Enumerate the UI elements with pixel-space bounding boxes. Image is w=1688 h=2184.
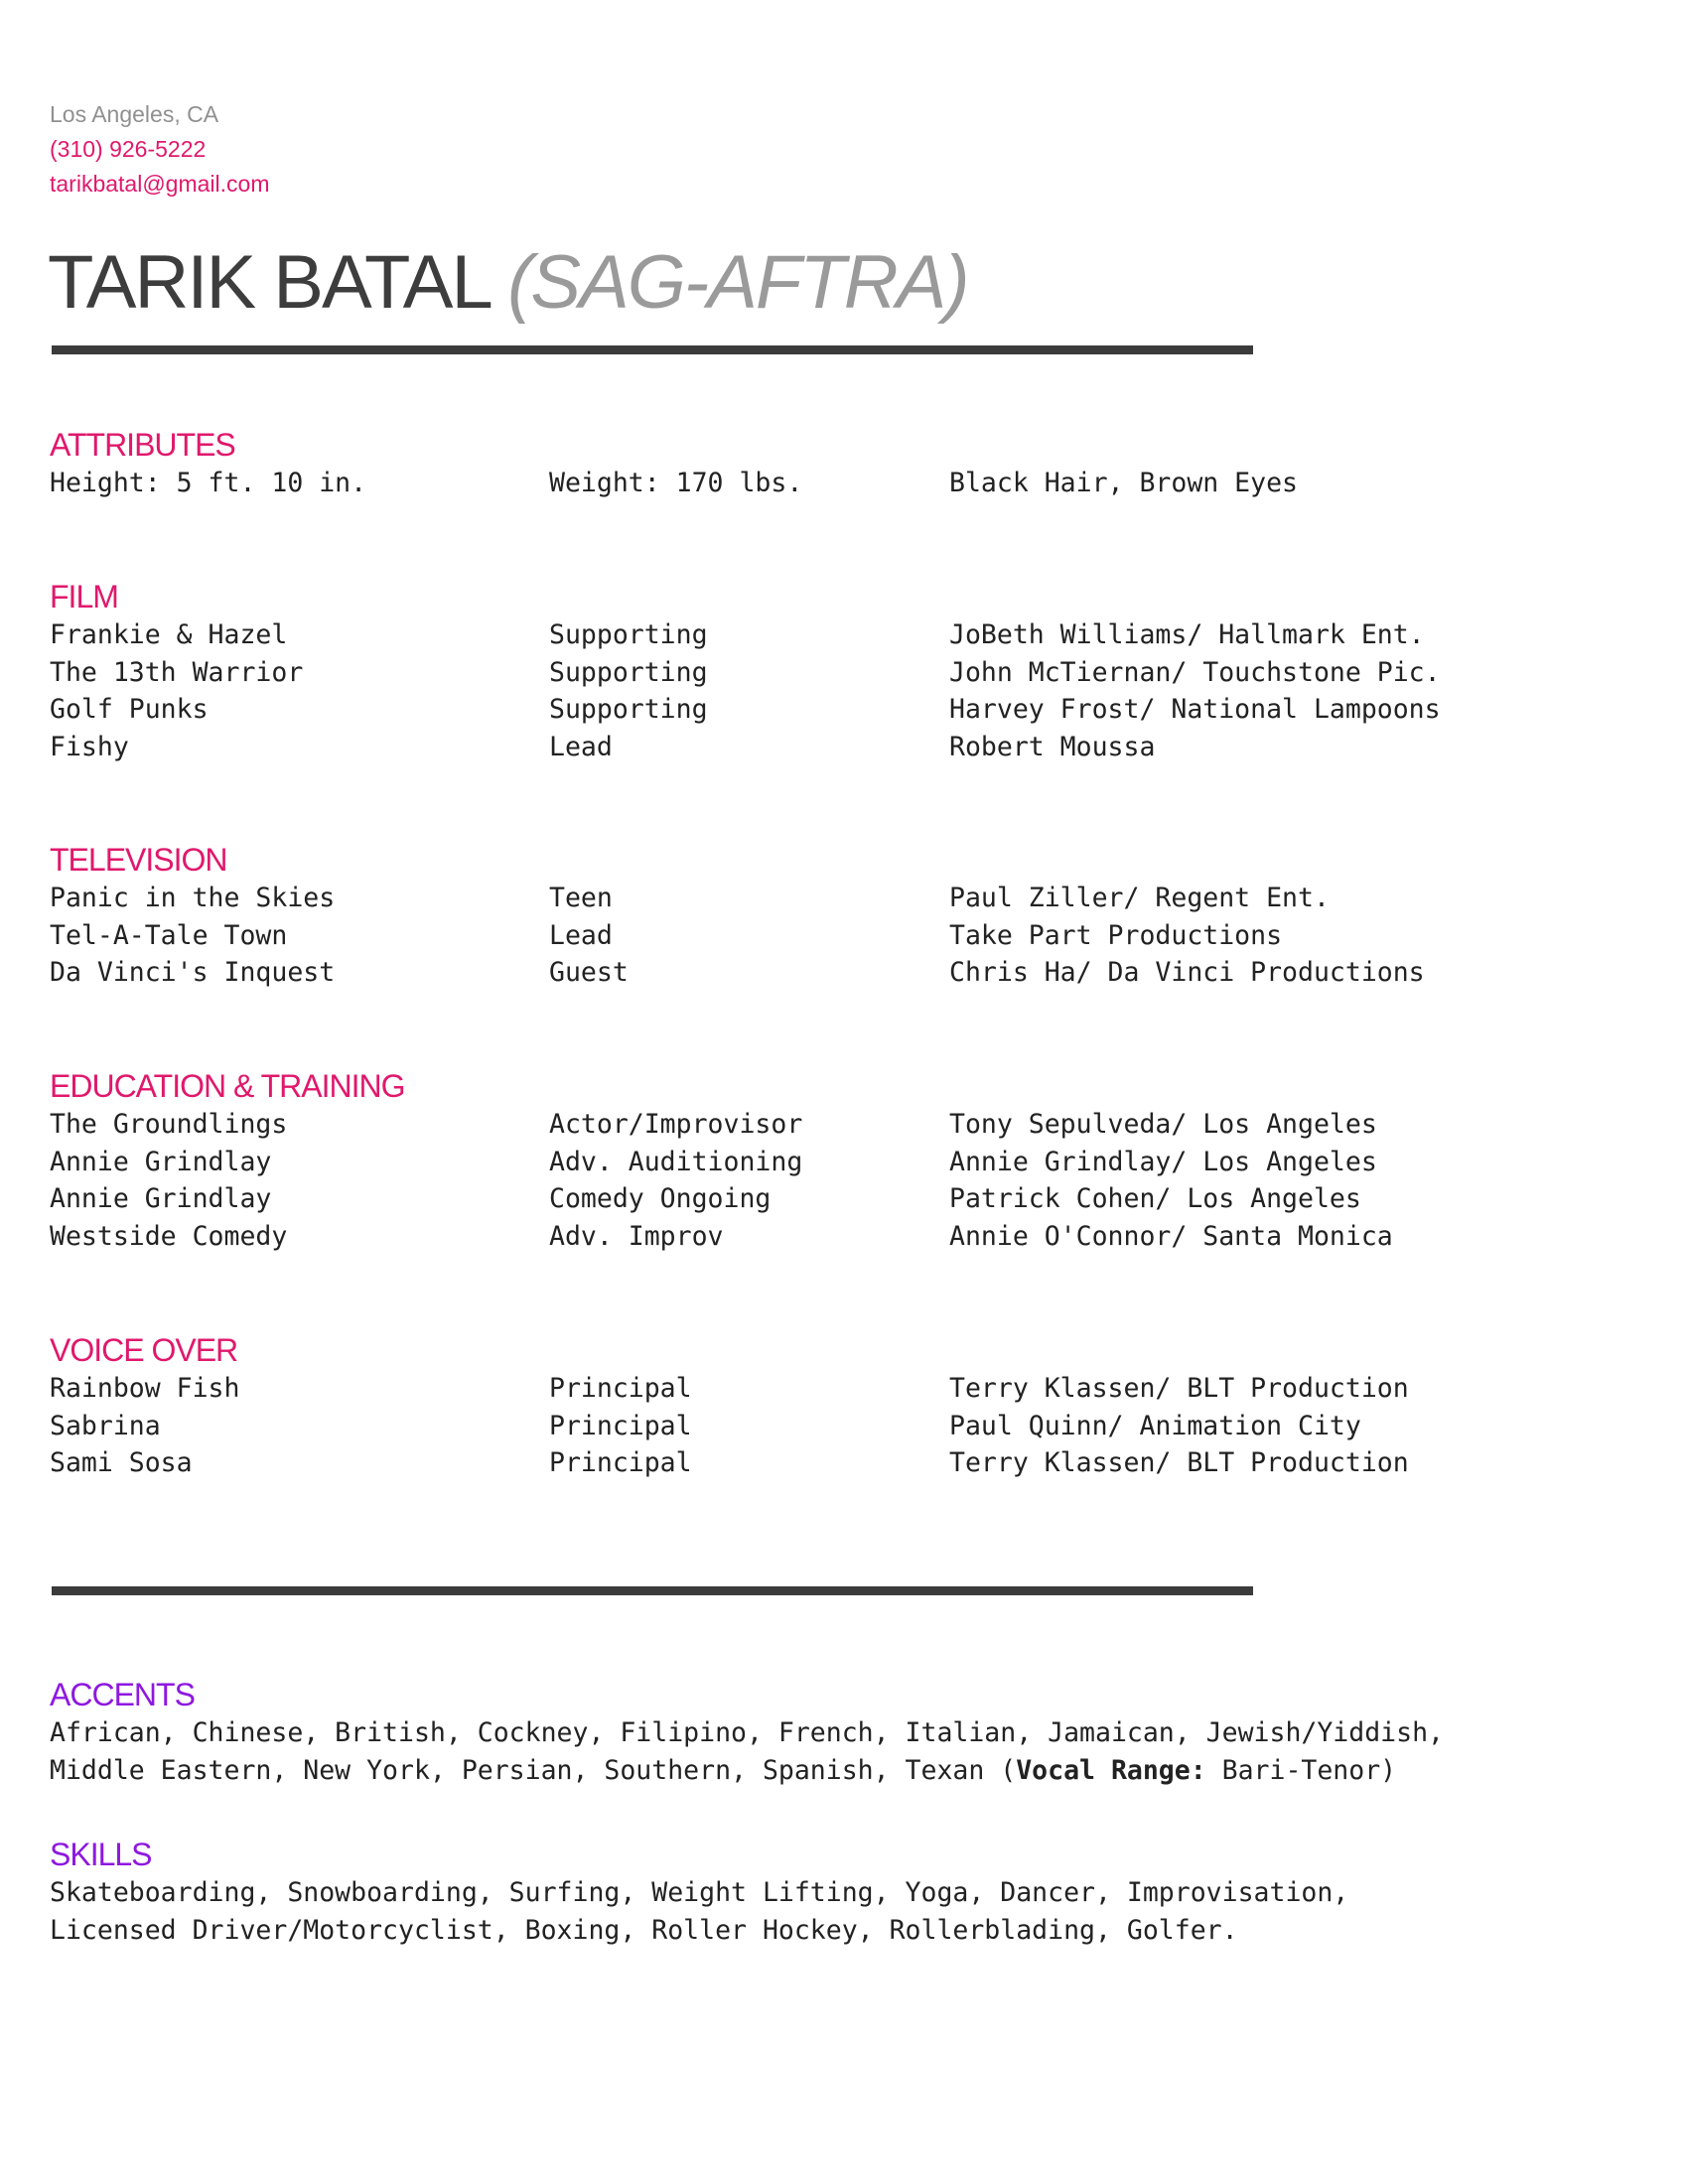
credit-director: John McTiernan/ Touchstone Pic. [949,656,1441,688]
school-name: Westside Comedy [50,1220,288,1252]
union-affiliation: (SAG-AFTRA) [507,240,968,325]
divider-bottom [52,1586,1253,1595]
section-skills [50,1835,1638,1949]
contact-email: tarikbatal@gmail.com [50,171,270,197]
attr-weight: Weight: 170 lbs. [549,468,803,498]
credit-role: Guest [549,957,629,989]
section-title: VOICE OVER [50,1332,238,1368]
school-name: Annie Grindlay [50,1146,272,1177]
table-row [50,1444,1638,1482]
accents-list-text: Middle Eastern, New York, Persian, Southern, Spanish, Texan ( [50,1754,1017,1786]
credit-role: Lead [549,919,613,951]
credit-director: JoBeth Williams/ Hallmark Ent. [949,619,1425,650]
credit-title: Frankie & Hazel [50,619,288,650]
table-row [50,1218,1638,1256]
credit-role: Supporting [549,619,708,650]
table-row [50,1370,1638,1408]
actor-name: TARIK BATAL [48,240,489,325]
table-row [50,1408,1638,1445]
table-row [50,465,1638,502]
course-name: Adv. Auditioning [549,1146,803,1177]
contact-location: Los Angeles, CA [50,101,219,127]
accents-line-1: African, Chinese, British, Cockney, Filipino, French, Italian, Jamaican, Jewish/Yiddish, [50,1717,1444,1748]
school-name: The Groundlings [50,1109,288,1140]
section-title: TELEVISION [50,842,227,878]
table-row [50,1106,1638,1144]
credit-title: The 13th Warrior [50,656,304,688]
section-attributes [50,425,1638,502]
instructor: Annie O'Connor/ Santa Monica [949,1220,1393,1252]
section-education [50,1066,1638,1255]
credit-director: Robert Moussa [949,731,1156,762]
credit-director: Paul Quinn/ Animation City [949,1410,1361,1441]
credit-director: Harvey Frost/ National Lampoons [949,694,1441,726]
credit-role: Supporting [549,656,708,688]
credit-title: Panic in the Skies [50,883,336,913]
credit-role: Principal [549,1410,692,1441]
section-title: EDUCATION & TRAINING [50,1068,405,1104]
credit-director: Chris Ha/ Da Vinci Productions [949,957,1425,989]
credit-role: Principal [549,1447,692,1479]
section-film [50,577,1638,765]
course-name: Actor/Improvisor [549,1109,803,1140]
attr-height: Height: 5 ft. 10 in. [50,468,367,498]
credit-title: Da Vinci's Inquest [50,957,336,989]
table-row [50,880,1638,917]
credit-title: Golf Punks [50,694,209,726]
instructor: Tony Sepulveda/ Los Angeles [949,1109,1377,1140]
section-title: SKILLS [50,1837,152,1872]
course-name: Comedy Ongoing [549,1183,772,1215]
credit-director: Terry Klassen/ BLT Production [949,1447,1409,1479]
section-title: ACCENTS [50,1677,195,1712]
credit-title: Sabrina [50,1410,161,1441]
table-row [50,917,1638,955]
section-title: ATTRIBUTES [50,427,235,463]
table-row [50,954,1638,992]
credit-director: Paul Ziller/ Regent Ent. [949,883,1330,913]
divider-top [52,345,1253,354]
school-name: Annie Grindlay [50,1183,272,1215]
course-name: Adv. Improv [549,1220,724,1252]
table-row [50,729,1638,766]
credit-role: Teen [549,883,613,913]
skills-line-2: Licensed Driver/Motorcyclist, Boxing, Roller Hockey, Rollerblading, Golfer. [50,1914,1238,1946]
page-title [48,238,968,328]
vocal-range-label: Vocal Range: [1016,1754,1206,1786]
instructor: Annie Grindlay/ Los Angeles [949,1146,1377,1177]
credit-title: Rainbow Fish [50,1373,240,1404]
credit-role: Principal [549,1373,692,1404]
credit-role: Lead [549,731,613,762]
table-row [50,654,1638,692]
vocal-range-value: Bari-Tenor) [1205,1754,1397,1786]
table-row [50,691,1638,729]
table-row [50,1180,1638,1218]
credit-director: Take Part Productions [949,919,1283,951]
skills-line-1: Skateboarding, Snowboarding, Surfing, Weight Lifting, Yoga, Dancer, Improvisation, [50,1877,1349,1908]
credit-title: Sami Sosa [50,1447,193,1479]
credit-title: Tel-A-Tale Town [50,919,288,951]
table-row [50,616,1638,654]
section-voice-over [50,1330,1638,1482]
credit-role: Supporting [549,694,708,726]
attr-hair-eyes: Black Hair, Brown Eyes [949,468,1298,498]
instructor: Patrick Cohen/ Los Angeles [949,1183,1361,1215]
credit-title: Fishy [50,731,129,762]
section-title: FILM [50,579,118,614]
accents-line-2 [50,1752,1638,1790]
section-television [50,840,1638,992]
contact-phone: (310) 926-5222 [50,136,207,162]
section-accents [50,1675,1638,1789]
credit-director: Terry Klassen/ BLT Production [949,1373,1409,1404]
table-row [50,1144,1638,1181]
